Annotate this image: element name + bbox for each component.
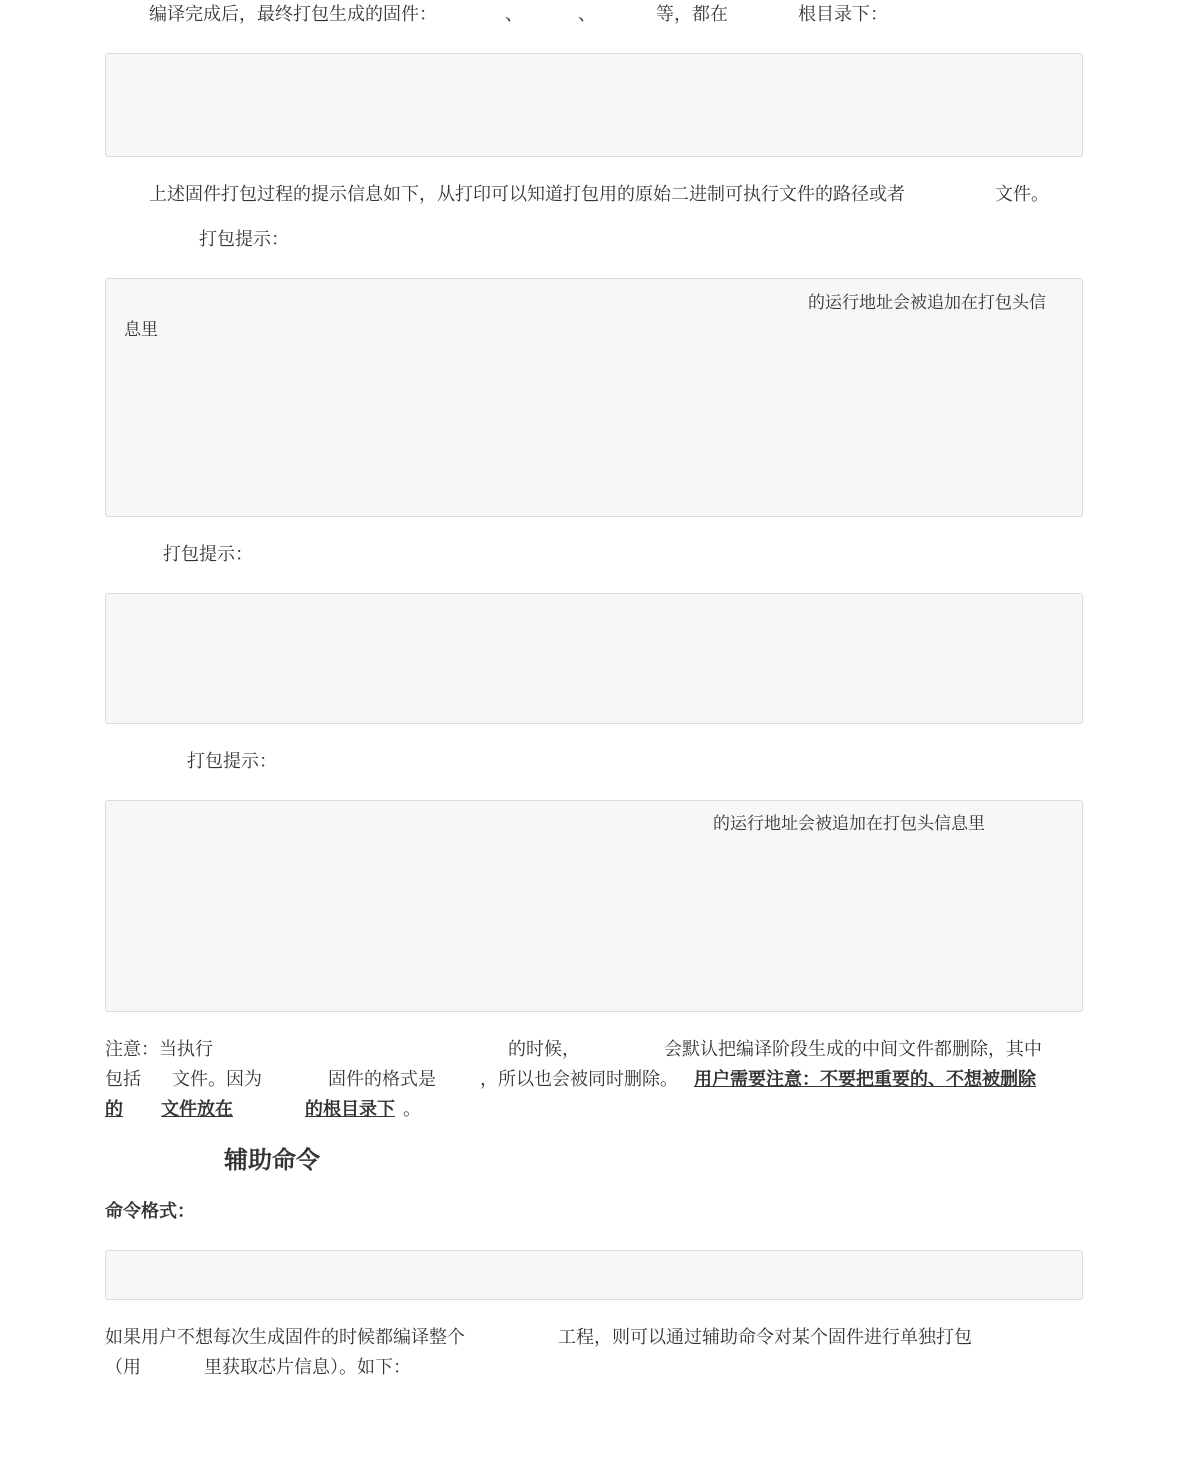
code-block[interactable]: [105, 593, 1083, 724]
note-warning: 的: [105, 1099, 123, 1120]
pack-hint-label: 打包提示：: [199, 229, 289, 250]
pack-hint-label: 打包提示：: [163, 544, 253, 565]
note-text: 。: [403, 1099, 421, 1120]
command-format-label: 命令格式：: [105, 1201, 195, 1222]
aux-description: 里获取芯片信息）。如下：: [204, 1357, 411, 1378]
note-text: 固件的格式是: [328, 1069, 436, 1090]
aux-description: 工程，则可以通过辅助命令对某个固件进行单独打包: [558, 1327, 972, 1348]
code-block[interactable]: [105, 1250, 1083, 1300]
code-line: 息里: [124, 320, 158, 340]
firmware-output-intro: [149, 0, 437, 30]
code-line: 的运行地址会被追加在打包头信: [808, 293, 1046, 313]
note-warning: 用户需要注意：不要把重要的、不想被删除: [694, 1069, 1036, 1090]
note-warning: 文件放在: [161, 1099, 233, 1120]
code-block[interactable]: [105, 278, 1083, 517]
underline-gap: [123, 1117, 163, 1119]
note-text: 包括: [105, 1069, 141, 1090]
separator: 、: [505, 4, 523, 25]
pack-process-tail: 文件。: [995, 184, 1049, 205]
intro-lead: 编译完成后，最终打包生成的固件：: [149, 4, 437, 25]
note-text: 会默认把编译阶段生成的中间文件都删除，其中: [664, 1039, 1042, 1060]
pack-process-description: 上述固件打包过程的提示信息如下，从打印可以知道打包用的原始二进制可执行文件的路径或者: [149, 184, 905, 205]
aux-description: （用: [105, 1357, 141, 1378]
code-block[interactable]: [105, 800, 1083, 1012]
note-text: 文件。因为: [172, 1069, 262, 1090]
note-text: 注意：当执行: [105, 1039, 213, 1060]
code-line: 的运行地址会被追加在打包头信息里: [713, 814, 985, 834]
separator: 、: [578, 4, 596, 25]
aux-description: 如果用户不想每次生成固件的时候都编译整个: [105, 1327, 465, 1348]
pack-hint-label: 打包提示：: [187, 751, 277, 772]
code-block[interactable]: [105, 53, 1083, 157]
note-text: 的时候，: [508, 1039, 580, 1060]
note-warning: 的根目录下: [305, 1099, 395, 1120]
intro-tail-root: 根目录下：: [798, 4, 888, 25]
section-heading: 辅助命令: [224, 1145, 320, 1174]
intro-tail: 等，都在: [656, 4, 728, 25]
note-text: ，所以也会被同时删除。: [480, 1069, 678, 1090]
